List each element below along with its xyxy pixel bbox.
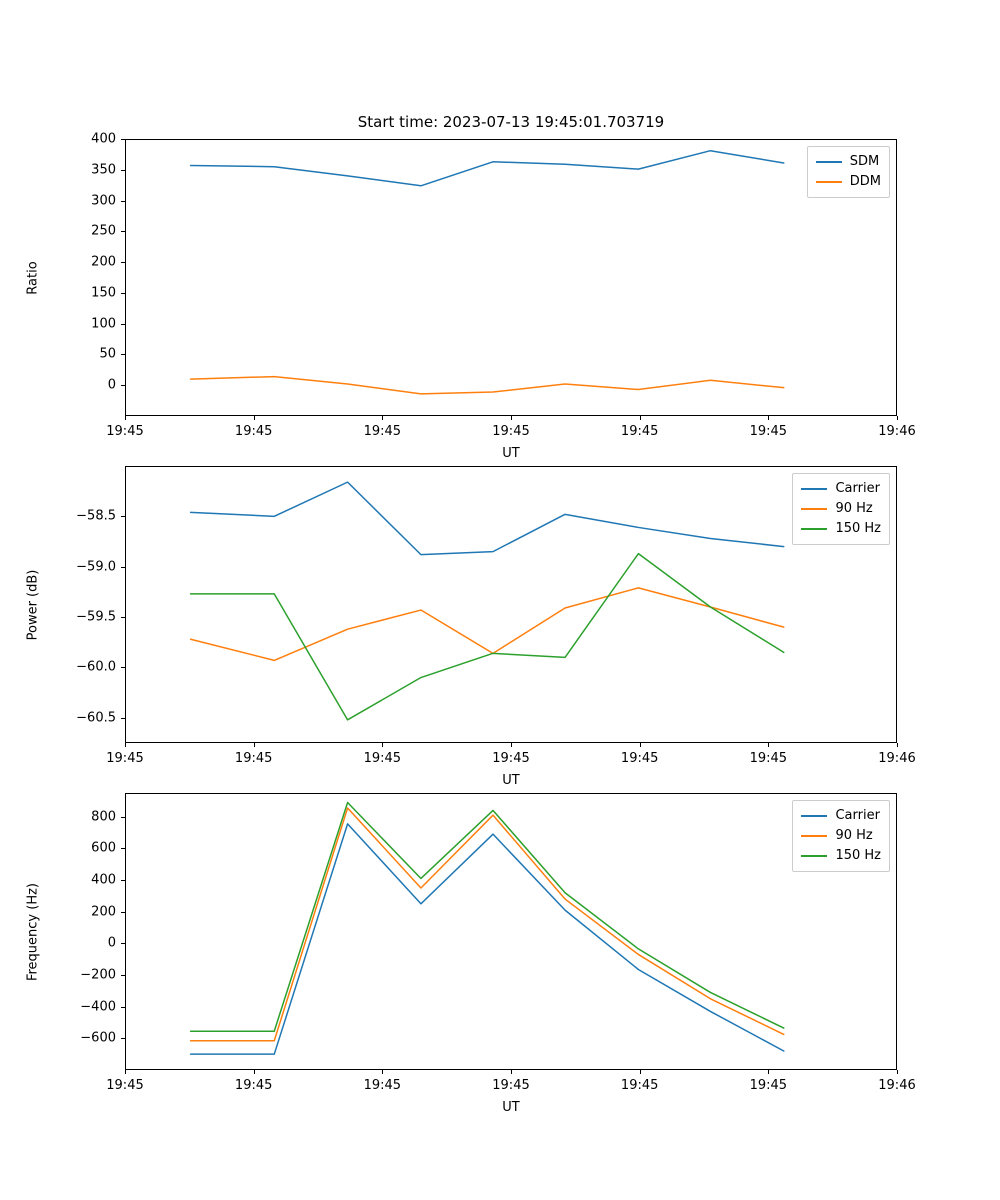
- x-tick-mark: [768, 416, 769, 420]
- y-tick-label: −400: [80, 999, 116, 1015]
- x-axis-label: UT: [502, 446, 520, 461]
- y-axis-label: Ratio: [25, 260, 41, 295]
- legend-item[interactable]: [801, 826, 881, 846]
- x-tick-label: 19:45: [234, 1078, 273, 1093]
- legend-color-swatch: [816, 181, 842, 183]
- y-tick-label: 400: [91, 872, 116, 888]
- chart-legend-1: [807, 146, 890, 198]
- y-tick-label: 50: [99, 346, 116, 362]
- legend-item[interactable]: [816, 152, 881, 172]
- chart-panel-2: [25, 466, 916, 788]
- y-tick-label: 200: [91, 904, 116, 920]
- legend-color-swatch: [801, 855, 827, 857]
- x-axis-label: UT: [502, 773, 520, 788]
- x-tick-mark: [511, 1070, 512, 1074]
- x-tick-label: 19:45: [106, 751, 144, 766]
- y-tick-label: 350: [91, 162, 116, 178]
- x-tick-label: 19:45: [749, 424, 788, 439]
- legend-label: 90 Hz: [835, 828, 873, 843]
- y-tick-label: −200: [80, 967, 116, 983]
- x-tick-mark: [382, 416, 383, 420]
- x-tick-mark: [125, 416, 126, 420]
- x-tick-mark: [897, 1070, 898, 1074]
- series-line-carrier: [191, 482, 784, 555]
- y-tick-label: 150: [91, 285, 116, 301]
- chart-legend-3: [792, 800, 890, 872]
- x-tick-mark: [768, 743, 769, 747]
- y-tick-label: 600: [91, 840, 116, 856]
- y-tick-label: −59.5: [76, 609, 116, 625]
- x-tick-mark: [640, 743, 641, 747]
- legend-label: 90 Hz: [835, 501, 873, 516]
- x-tick-label: 19:45: [492, 1078, 530, 1093]
- x-tick-label: 19:45: [492, 424, 530, 439]
- x-tick-label: 19:46: [878, 1078, 916, 1093]
- legend-item[interactable]: [801, 519, 881, 539]
- y-tick-label: 300: [91, 193, 116, 209]
- legend-item[interactable]: [801, 499, 881, 519]
- chart-panel-1: [25, 113, 916, 461]
- x-tick-label: 19:46: [878, 751, 916, 766]
- y-axis-label: Frequency (Hz): [25, 882, 41, 981]
- x-tick-mark: [640, 416, 641, 420]
- x-tick-label: 19:45: [106, 1078, 144, 1093]
- x-tick-label: 19:45: [620, 1078, 659, 1093]
- y-tick-label: 800: [91, 809, 116, 825]
- x-tick-mark: [382, 743, 383, 747]
- y-tick-label: 100: [91, 316, 116, 332]
- legend-label: DDM: [849, 174, 881, 189]
- series-layer: [125, 139, 897, 416]
- chart-panel-3: [25, 793, 916, 1115]
- series-line-sdm: [191, 151, 784, 186]
- x-tick-mark: [125, 743, 126, 747]
- x-tick-label: 19:45: [363, 424, 402, 439]
- x-tick-label: 19:45: [234, 424, 273, 439]
- y-tick-label: 400: [91, 131, 116, 147]
- legend-color-swatch: [816, 161, 842, 163]
- legend-item[interactable]: [801, 846, 881, 866]
- y-tick-label: −600: [80, 1030, 116, 1046]
- x-tick-mark: [640, 1070, 641, 1074]
- y-tick-label: 200: [91, 254, 116, 270]
- y-tick-label: −60.0: [76, 659, 116, 675]
- x-tick-label: 19:45: [620, 424, 659, 439]
- legend-label: 150 Hz: [835, 848, 881, 863]
- x-tick-mark: [511, 743, 512, 747]
- x-tick-mark: [254, 1070, 255, 1074]
- series-line-150-hz: [191, 803, 784, 1032]
- chart-legend-2: [792, 473, 890, 545]
- legend-color-swatch: [801, 815, 827, 817]
- legend-color-swatch: [801, 488, 827, 490]
- chart-title: Start time: 2023-07-13 19:45:01.703719: [357, 113, 665, 131]
- series-line-90-hz: [191, 588, 784, 661]
- legend-item[interactable]: [801, 479, 881, 499]
- x-tick-label: 19:45: [363, 1078, 402, 1093]
- x-tick-mark: [897, 416, 898, 420]
- x-tick-label: 19:45: [620, 751, 659, 766]
- y-tick-label: 250: [91, 223, 116, 239]
- x-axis-label: UT: [502, 1100, 520, 1115]
- legend-label: Carrier: [835, 808, 880, 823]
- legend-color-swatch: [801, 508, 827, 510]
- x-tick-mark: [897, 743, 898, 747]
- x-tick-label: 19:45: [106, 424, 144, 439]
- legend-item[interactable]: [816, 172, 881, 192]
- series-line-150-hz: [191, 554, 784, 720]
- legend-label: 150 Hz: [835, 521, 881, 536]
- series-line-ddm: [191, 377, 784, 394]
- y-axis-label: Power (dB): [25, 569, 41, 640]
- series-layer: [125, 793, 897, 1070]
- x-tick-mark: [511, 416, 512, 420]
- x-tick-mark: [254, 416, 255, 420]
- legend-label: Carrier: [835, 481, 880, 496]
- y-tick-label: 0: [107, 935, 116, 951]
- x-tick-mark: [254, 743, 255, 747]
- legend-item[interactable]: [801, 806, 881, 826]
- x-tick-label: 19:45: [749, 751, 788, 766]
- y-tick-label: 0: [107, 377, 116, 393]
- x-tick-mark: [382, 1070, 383, 1074]
- legend-color-swatch: [801, 528, 827, 530]
- x-tick-label: 19:45: [492, 751, 530, 766]
- legend-color-swatch: [801, 835, 827, 837]
- y-tick-label: −58.5: [76, 508, 116, 524]
- x-tick-label: 19:46: [878, 424, 916, 439]
- x-tick-mark: [125, 1070, 126, 1074]
- x-tick-label: 19:45: [749, 1078, 788, 1093]
- x-tick-mark: [768, 1070, 769, 1074]
- series-layer: [125, 466, 897, 743]
- series-line-carrier: [191, 824, 784, 1054]
- y-tick-label: −59.0: [76, 559, 116, 575]
- series-line-90-hz: [191, 808, 784, 1041]
- x-tick-label: 19:45: [234, 751, 273, 766]
- x-tick-label: 19:45: [363, 751, 402, 766]
- y-tick-label: −60.5: [76, 710, 116, 726]
- legend-label: SDM: [849, 154, 880, 169]
